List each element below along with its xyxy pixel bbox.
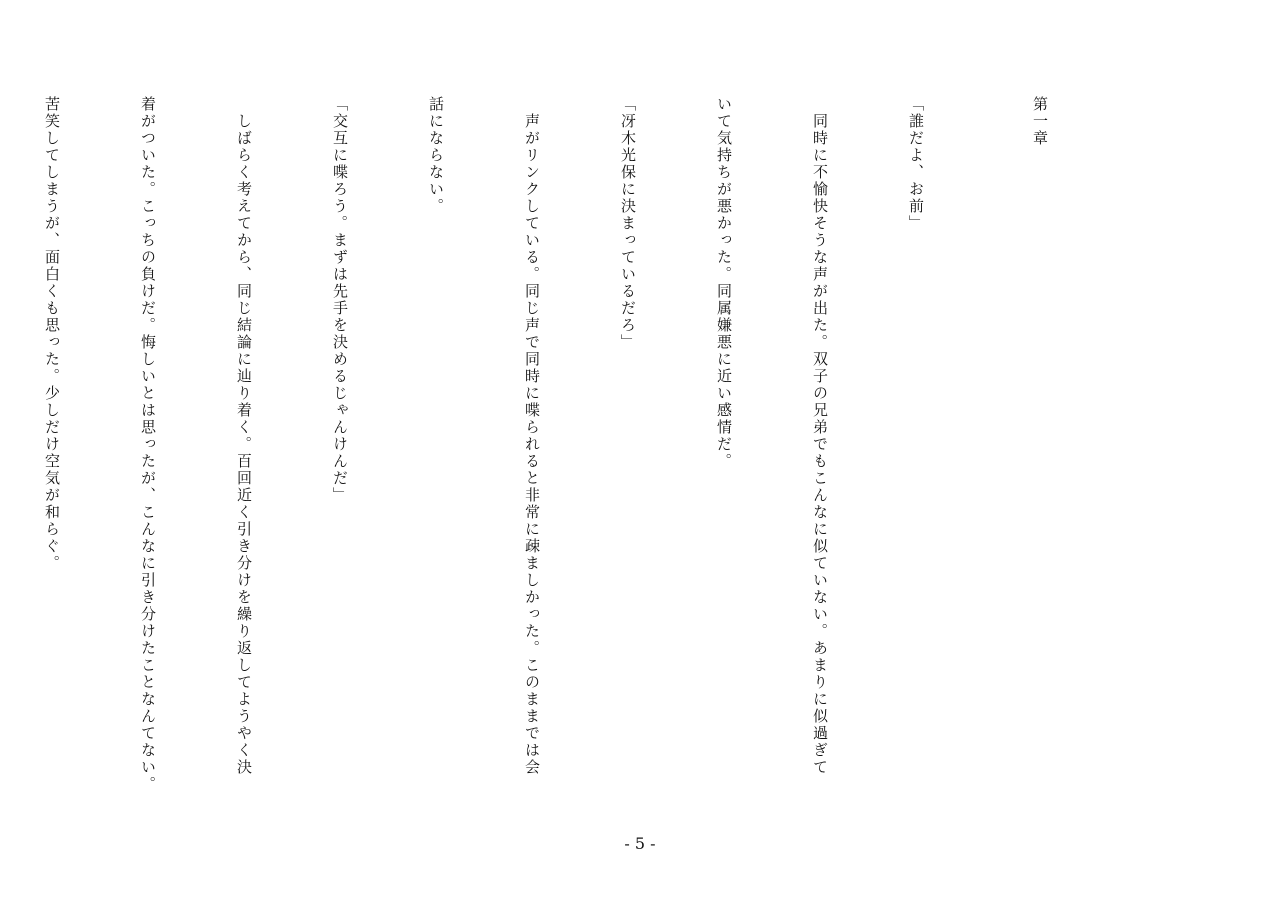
text-line: 話にならない。 — [427, 96, 445, 215]
chapter-title: 第一章 — [1031, 96, 1049, 147]
text-line: いて気持ちが悪かった。同属嫌悪に近い感情だ。 — [715, 96, 733, 470]
vertical-body-text — [43, 96, 1120, 816]
text-line: 「冴木光保に決まっているだろ」 — [619, 96, 637, 351]
text-line: 声がリンクしている。同じ声で同時に喋られると非常に疎ましかった。このままでは会 — [523, 96, 541, 776]
text-line: しばらく考えてから、同じ結論に辿り着く。百回近く引き分けを繰り返してようやく決 — [235, 96, 253, 776]
text-line: 着がついた。こっちの負けだ。悔しいとは思ったが、こんなに引き分けたことなんてない。 — [139, 96, 157, 793]
text-line: 苦笑してしまうが、面白くも思った。少しだけ空気が和らぐ。 — [43, 96, 61, 572]
text-line: 同時に不愉快そうな声が出た。双子の兄弟でもこんなに似ていない。あまりに似過ぎて — [811, 96, 829, 776]
text-line: 「誰だよ、お前」 — [907, 96, 925, 232]
page-number: - 5 - — [624, 834, 656, 853]
text-line: 「交互に喋ろう。まずは先手を決めるじゃんけんだ」 — [331, 96, 349, 504]
